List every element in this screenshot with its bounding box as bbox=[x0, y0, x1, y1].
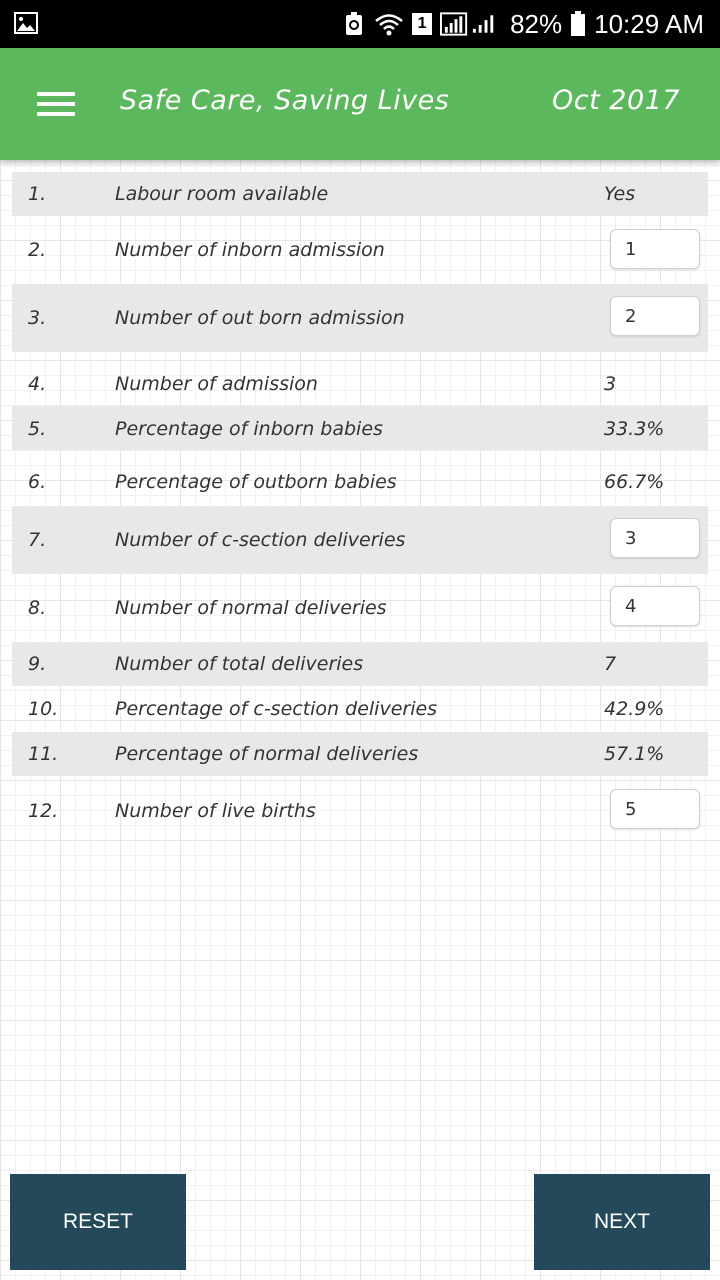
gallery-icon bbox=[14, 12, 38, 34]
c-section-deliveries-input[interactable]: 3 bbox=[610, 518, 700, 558]
row-value: 7 bbox=[604, 653, 617, 675]
table-row bbox=[12, 352, 708, 406]
row-number: 8. bbox=[28, 597, 47, 619]
row-label: Percentage of inborn babies bbox=[115, 418, 383, 440]
row-value: 3 bbox=[604, 373, 617, 395]
row-label: Number of live births bbox=[115, 800, 316, 822]
status-bar bbox=[0, 0, 720, 48]
battery-icon bbox=[570, 11, 586, 37]
table-row bbox=[12, 450, 708, 506]
signal-icon bbox=[440, 11, 502, 37]
row-number: 1. bbox=[28, 183, 47, 205]
indicator-list bbox=[12, 172, 708, 844]
table-row bbox=[12, 506, 708, 574]
clock: 10:29 AM bbox=[594, 8, 704, 39]
row-value: 57.1% bbox=[604, 743, 665, 765]
row-label: Number of c-section deliveries bbox=[115, 529, 406, 551]
row-number: 4. bbox=[28, 373, 47, 395]
reset-button[interactable]: RESET bbox=[10, 1174, 186, 1270]
row-label: Percentage of normal deliveries bbox=[115, 743, 419, 765]
status-icons bbox=[342, 0, 704, 48]
row-label: Percentage of outborn babies bbox=[115, 471, 397, 493]
row-number: 5. bbox=[28, 418, 47, 440]
sync-icon bbox=[342, 11, 366, 37]
row-label: Percentage of c-section deliveries bbox=[115, 698, 438, 720]
table-row bbox=[12, 406, 708, 450]
row-number: 7. bbox=[28, 529, 47, 551]
live-births-input[interactable]: 5 bbox=[610, 789, 700, 829]
normal-deliveries-input[interactable]: 4 bbox=[610, 586, 700, 626]
hamburger-menu-icon[interactable] bbox=[30, 84, 82, 124]
wifi-icon bbox=[374, 11, 404, 37]
row-number: 10. bbox=[28, 698, 59, 720]
inborn-admission-input[interactable]: 1 bbox=[610, 229, 700, 269]
table-row bbox=[12, 686, 708, 732]
table-row bbox=[12, 172, 708, 216]
row-label: Number of total deliveries bbox=[115, 653, 364, 675]
row-number: 9. bbox=[28, 653, 47, 675]
battery-percent: 82% bbox=[510, 8, 563, 39]
outborn-admission-input[interactable]: 2 bbox=[610, 296, 700, 336]
row-label: Number of out born admission bbox=[115, 307, 405, 329]
row-value: Yes bbox=[604, 183, 636, 205]
row-value: 33.3% bbox=[604, 418, 665, 440]
row-value: 42.9% bbox=[604, 698, 665, 720]
app-bar bbox=[0, 48, 720, 160]
app-title: Safe Care, Saving Lives bbox=[120, 85, 450, 116]
table-row bbox=[12, 776, 708, 844]
row-label: Number of inborn admission bbox=[115, 239, 385, 261]
row-label: Number of normal deliveries bbox=[115, 597, 387, 619]
table-row bbox=[12, 574, 708, 642]
row-number: 11. bbox=[28, 743, 59, 765]
next-button[interactable]: NEXT bbox=[534, 1174, 710, 1270]
report-month: Oct 2017 bbox=[552, 85, 680, 116]
row-number: 3. bbox=[28, 307, 47, 329]
row-number: 2. bbox=[28, 239, 47, 261]
row-number: 6. bbox=[28, 471, 47, 493]
table-row bbox=[12, 284, 708, 352]
row-label: Number of admission bbox=[115, 373, 318, 395]
row-number: 12. bbox=[28, 800, 59, 822]
row-value: 66.7% bbox=[604, 471, 665, 493]
table-row bbox=[12, 732, 708, 776]
table-row bbox=[12, 642, 708, 686]
sim-icon: 1 bbox=[412, 13, 432, 35]
row-label: Labour room available bbox=[115, 183, 329, 205]
table-row bbox=[12, 216, 708, 284]
